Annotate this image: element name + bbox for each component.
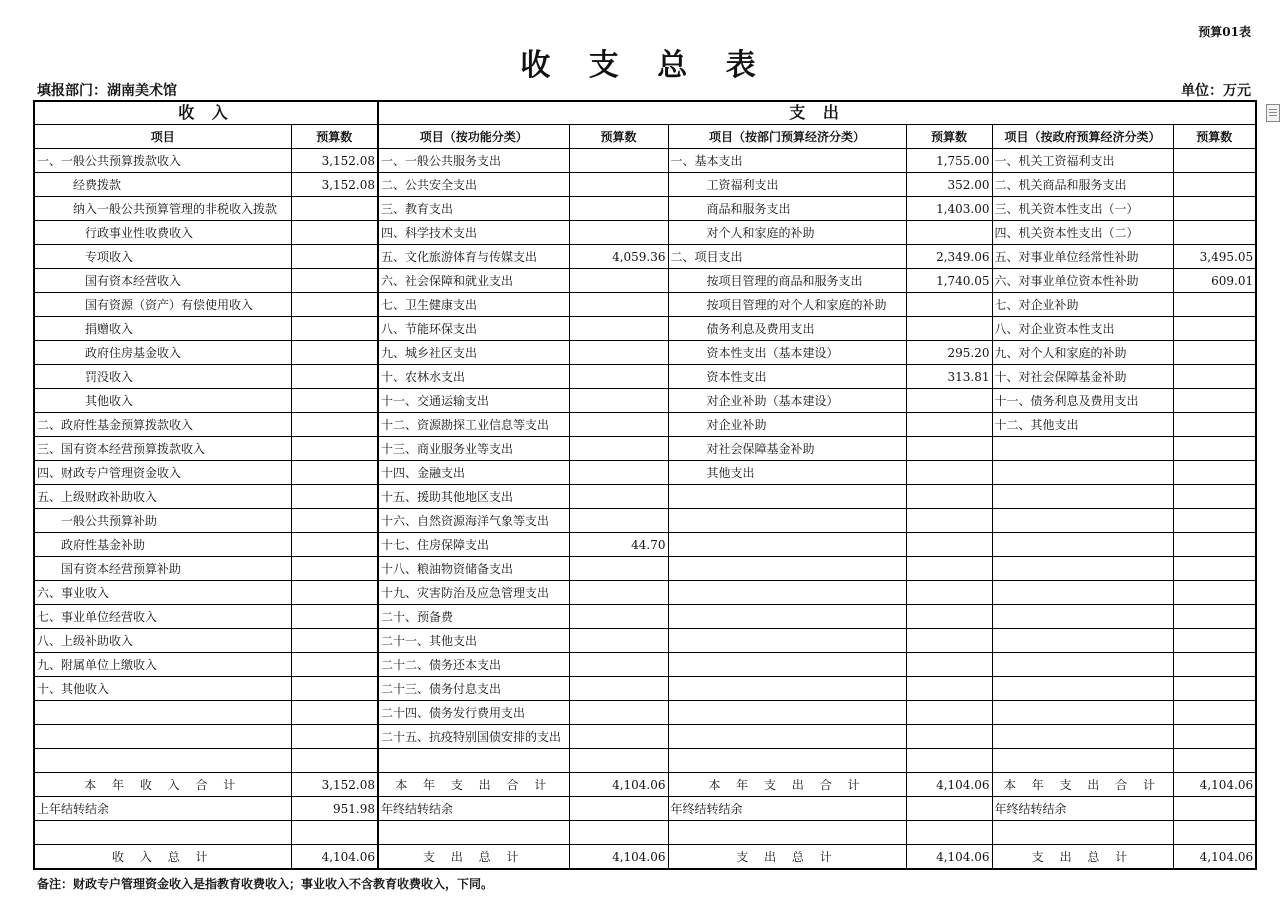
- cell-dept-econ-amount: [906, 317, 992, 341]
- cell-function-amount: [569, 701, 668, 725]
- table-row: [34, 293, 1256, 317]
- cell-gov-econ-item: [992, 437, 1173, 461]
- cell-income-item: 政府住房基金收入: [34, 341, 291, 365]
- cell-income-item: 捐赠收入: [34, 317, 291, 341]
- cell-gov-econ-amount: [1173, 461, 1256, 485]
- cell-gov-econ-amount: [1173, 749, 1256, 773]
- cell-income-amount: [291, 461, 378, 485]
- cell-function-amount: [569, 461, 668, 485]
- cell-dept-econ-amount: 1,755.00: [906, 149, 992, 173]
- cell-gov-econ-amount: [1173, 653, 1256, 677]
- cell-gov-econ-amount: [1173, 389, 1256, 413]
- table-row: [34, 413, 1256, 437]
- cell-dept-econ-item: [668, 701, 906, 725]
- cell-gov-econ-amount: [1173, 293, 1256, 317]
- cell-income-item: 专项收入: [34, 245, 291, 269]
- cell-dept-econ-amount: 4,104.06: [906, 845, 992, 870]
- cell-income-amount: [291, 557, 378, 581]
- cell-income-amount: [291, 317, 378, 341]
- cell-income-amount: [291, 197, 378, 221]
- cell-function-item: 二十一、其他支出: [378, 629, 569, 653]
- cell-function-item: [378, 749, 569, 773]
- cell-income-item: 九、附属单位上缴收入: [34, 653, 291, 677]
- cell-dept-econ-amount: [906, 605, 992, 629]
- cell-function-item: 八、节能环保支出: [378, 317, 569, 341]
- cell-income-item: 其他收入: [34, 389, 291, 413]
- cell-gov-econ-item: [992, 485, 1173, 509]
- cell-dept-econ-amount: [906, 437, 992, 461]
- cell-gov-econ-item: [992, 749, 1173, 773]
- col-header-income-item: 项目: [34, 125, 291, 149]
- form-code: 预算01表: [1198, 25, 1251, 39]
- cell-income-amount: [291, 581, 378, 605]
- cell-function-amount: [569, 365, 668, 389]
- cell-dept-econ-item: 年终结转结余: [668, 797, 906, 821]
- table-row: [34, 725, 1256, 749]
- cell-gov-econ-amount: [1173, 509, 1256, 533]
- cell-dept-econ-amount: [906, 293, 992, 317]
- cell-gov-econ-item: [992, 701, 1173, 725]
- table-row: [34, 341, 1256, 365]
- cell-gov-econ-item: 三、机关资本性支出（一）: [992, 197, 1173, 221]
- col-header-gov-econ-item: 项目（按政府预算经济分类）: [992, 125, 1173, 149]
- reporting-department: 填报部门：湖南美术馆: [37, 83, 177, 99]
- cell-gov-econ-item: 八、对企业资本性支出: [992, 317, 1173, 341]
- cell-function-amount: [569, 389, 668, 413]
- cell-gov-econ-amount: [1173, 413, 1256, 437]
- cell-dept-econ-item: 对企业补助（基本建设）: [668, 389, 906, 413]
- cell-income-item: 二、政府性基金预算拨款收入: [34, 413, 291, 437]
- table-row: [34, 365, 1256, 389]
- cell-income-item: 一、一般公共预算拨款收入: [34, 149, 291, 173]
- col-header-dept-econ-item: 项目（按部门预算经济分类）: [668, 125, 906, 149]
- table-row: [34, 653, 1256, 677]
- cell-function-amount: [569, 653, 668, 677]
- cell-dept-econ-amount: [906, 821, 992, 845]
- cell-function-item: [378, 821, 569, 845]
- cell-gov-econ-amount: [1173, 365, 1256, 389]
- cell-dept-econ-item: 按项目管理的商品和服务支出: [668, 269, 906, 293]
- cell-income-amount: 951.98: [291, 797, 378, 821]
- cell-dept-econ-amount: [906, 221, 992, 245]
- cell-function-amount: [569, 341, 668, 365]
- cell-function-item: 二十二、债务还本支出: [378, 653, 569, 677]
- cell-dept-econ-amount: [906, 701, 992, 725]
- cell-gov-econ-amount: [1173, 581, 1256, 605]
- cell-income-amount: [291, 269, 378, 293]
- cell-gov-econ-item: 一、机关工资福利支出: [992, 149, 1173, 173]
- cell-dept-econ-item: [668, 629, 906, 653]
- footnote: 备注：财政专户管理资金收入是指教育收费收入；事业收入不含教育收费收入，下同。: [37, 877, 494, 891]
- cell-gov-econ-amount: [1173, 317, 1256, 341]
- cell-function-amount: [569, 509, 668, 533]
- table-row: [34, 797, 1256, 821]
- cell-income-amount: 3,152.08: [291, 173, 378, 197]
- cell-gov-econ-item: 二、机关商品和服务支出: [992, 173, 1173, 197]
- table-row: [34, 677, 1256, 701]
- cell-function-amount: [569, 437, 668, 461]
- cell-function-amount: [569, 149, 668, 173]
- cell-function-item: 本 年 支 出 合 计: [378, 773, 569, 797]
- cell-gov-econ-item: [992, 725, 1173, 749]
- cell-dept-econ-item: 本 年 支 出 合 计: [668, 773, 906, 797]
- cell-function-amount: [569, 749, 668, 773]
- cell-income-item: 国有资本经营收入: [34, 269, 291, 293]
- cell-dept-econ-item: 支 出 总 计: [668, 845, 906, 870]
- cell-dept-econ-item: 对社会保障基金补助: [668, 437, 906, 461]
- cell-dept-econ-item: 二、项目支出: [668, 245, 906, 269]
- cell-income-amount: [291, 437, 378, 461]
- cell-dept-econ-amount: [906, 797, 992, 821]
- table-row: [34, 509, 1256, 533]
- cell-dept-econ-item: 债务利息及费用支出: [668, 317, 906, 341]
- cell-function-amount: [569, 293, 668, 317]
- cell-dept-econ-item: 其他支出: [668, 461, 906, 485]
- table-row: [34, 773, 1256, 797]
- table-row: [34, 605, 1256, 629]
- cell-function-amount: [569, 317, 668, 341]
- cell-function-amount: [569, 797, 668, 821]
- cell-function-item: 十四、金融支出: [378, 461, 569, 485]
- cell-gov-econ-amount: [1173, 797, 1256, 821]
- cell-dept-econ-amount: [906, 533, 992, 557]
- cell-function-item: 二十五、抗疫特别国债安排的支出: [378, 725, 569, 749]
- table-row: [34, 461, 1256, 485]
- cell-income-item: [34, 821, 291, 845]
- cell-income-item: 五、上级财政补助收入: [34, 485, 291, 509]
- cell-income-amount: [291, 413, 378, 437]
- cell-dept-econ-amount: [906, 413, 992, 437]
- table-row: [34, 173, 1256, 197]
- section-header-row: [34, 101, 1256, 125]
- cell-income-amount: 3,152.08: [291, 149, 378, 173]
- cell-function-amount: 4,059.36: [569, 245, 668, 269]
- cell-function-item: 十三、商业服务业等支出: [378, 437, 569, 461]
- cell-function-item: 九、城乡社区支出: [378, 341, 569, 365]
- cell-gov-econ-amount: 609.01: [1173, 269, 1256, 293]
- cell-function-item: 十、农林水支出: [378, 365, 569, 389]
- cell-dept-econ-item: [668, 581, 906, 605]
- table-row: [34, 533, 1256, 557]
- cell-dept-econ-amount: 295.20: [906, 341, 992, 365]
- cell-gov-econ-item: [992, 629, 1173, 653]
- cell-income-amount: [291, 701, 378, 725]
- cell-dept-econ-item: [668, 677, 906, 701]
- cell-function-item: 十八、粮油物资储备支出: [378, 557, 569, 581]
- cell-function-amount: [569, 269, 668, 293]
- cell-income-amount: [291, 245, 378, 269]
- cell-gov-econ-item: 九、对个人和家庭的补助: [992, 341, 1173, 365]
- cell-income-item: 三、国有资本经营预算拨款收入: [34, 437, 291, 461]
- cell-income-amount: [291, 653, 378, 677]
- table-row: [34, 821, 1256, 845]
- income-section-title: 收 入: [34, 101, 378, 125]
- cell-income-amount: [291, 365, 378, 389]
- cell-dept-econ-amount: 1,403.00: [906, 197, 992, 221]
- cell-dept-econ-item: 资本性支出: [668, 365, 906, 389]
- cell-income-item: 上年结转结余: [34, 797, 291, 821]
- cell-dept-econ-item: [668, 821, 906, 845]
- cell-function-item: 年终结转结余: [378, 797, 569, 821]
- cell-function-amount: 4,104.06: [569, 845, 668, 870]
- cell-function-amount: [569, 485, 668, 509]
- cell-income-item: [34, 725, 291, 749]
- cell-dept-econ-item: [668, 485, 906, 509]
- table-row: [34, 149, 1256, 173]
- cell-gov-econ-amount: 3,495.05: [1173, 245, 1256, 269]
- cell-gov-econ-amount: [1173, 701, 1256, 725]
- cell-gov-econ-item: 本 年 支 出 合 计: [992, 773, 1173, 797]
- col-header-gov-econ-amount: 预算数: [1173, 125, 1256, 149]
- cell-dept-econ-item: [668, 509, 906, 533]
- cell-gov-econ-item: [992, 533, 1173, 557]
- cell-income-item: 国有资本经营预算补助: [34, 557, 291, 581]
- cell-gov-econ-amount: 4,104.06: [1173, 773, 1256, 797]
- cell-dept-econ-amount: [906, 749, 992, 773]
- cell-gov-econ-amount: 4,104.06: [1173, 845, 1256, 870]
- table-row: [34, 245, 1256, 269]
- cell-dept-econ-item: 按项目管理的对个人和家庭的补助: [668, 293, 906, 317]
- cell-function-amount: [569, 557, 668, 581]
- cell-income-item: 十、其他收入: [34, 677, 291, 701]
- cell-function-amount: [569, 197, 668, 221]
- cell-dept-econ-amount: [906, 485, 992, 509]
- cell-function-item: 十一、交通运输支出: [378, 389, 569, 413]
- table-row: [34, 845, 1256, 870]
- cell-gov-econ-amount: [1173, 557, 1256, 581]
- cell-dept-econ-item: 一、基本支出: [668, 149, 906, 173]
- cell-function-item: 十六、自然资源海洋气象等支出: [378, 509, 569, 533]
- cell-income-item: 四、财政专户管理资金收入: [34, 461, 291, 485]
- cell-gov-econ-amount: [1173, 725, 1256, 749]
- budget-summary-table: [33, 100, 1257, 870]
- cell-function-amount: [569, 629, 668, 653]
- cell-income-item: 收 入 总 计: [34, 845, 291, 870]
- cell-function-amount: 44.70: [569, 533, 668, 557]
- cell-income-amount: [291, 533, 378, 557]
- cell-gov-econ-amount: [1173, 533, 1256, 557]
- cell-function-amount: [569, 821, 668, 845]
- cell-income-amount: [291, 221, 378, 245]
- cell-dept-econ-item: [668, 749, 906, 773]
- cell-function-amount: [569, 173, 668, 197]
- cell-income-item: 七、事业单位经营收入: [34, 605, 291, 629]
- cell-function-amount: [569, 677, 668, 701]
- cell-function-item: 一、一般公共服务支出: [378, 149, 569, 173]
- cell-function-amount: [569, 581, 668, 605]
- cell-function-item: 二十四、债务发行费用支出: [378, 701, 569, 725]
- expense-section-title: 支 出: [378, 101, 1256, 125]
- cell-income-item: 经费拨款: [34, 173, 291, 197]
- cell-dept-econ-amount: [906, 653, 992, 677]
- table-row: [34, 749, 1256, 773]
- cell-dept-econ-amount: [906, 557, 992, 581]
- table-row: [34, 485, 1256, 509]
- cell-income-item: 国有资源（资产）有偿使用收入: [34, 293, 291, 317]
- cell-dept-econ-amount: 352.00: [906, 173, 992, 197]
- cell-income-amount: [291, 341, 378, 365]
- cell-income-amount: 3,152.08: [291, 773, 378, 797]
- table-row: [34, 197, 1256, 221]
- cell-gov-econ-item: [992, 653, 1173, 677]
- cell-function-item: 支 出 总 计: [378, 845, 569, 870]
- cell-gov-econ-item: [992, 821, 1173, 845]
- cell-function-amount: 4,104.06: [569, 773, 668, 797]
- cell-function-item: 二十、预备费: [378, 605, 569, 629]
- cell-income-item: 政府性基金补助: [34, 533, 291, 557]
- cell-function-item: 十七、住房保障支出: [378, 533, 569, 557]
- cell-dept-econ-item: 对企业补助: [668, 413, 906, 437]
- cell-gov-econ-amount: [1173, 221, 1256, 245]
- cell-gov-econ-item: 七、对企业补助: [992, 293, 1173, 317]
- cell-dept-econ-amount: 1,740.05: [906, 269, 992, 293]
- table-row: [34, 581, 1256, 605]
- cell-gov-econ-item: [992, 581, 1173, 605]
- cell-dept-econ-item: 工资福利支出: [668, 173, 906, 197]
- cell-gov-econ-amount: [1173, 677, 1256, 701]
- cell-gov-econ-amount: [1173, 149, 1256, 173]
- cell-dept-econ-amount: 4,104.06: [906, 773, 992, 797]
- cell-income-item: 八、上级补助收入: [34, 629, 291, 653]
- cell-function-item: 六、社会保障和就业支出: [378, 269, 569, 293]
- cell-income-amount: [291, 725, 378, 749]
- cell-gov-econ-amount: [1173, 605, 1256, 629]
- col-header-function-amount: 预算数: [569, 125, 668, 149]
- cell-income-item: 本 年 收 入 合 计: [34, 773, 291, 797]
- cell-gov-econ-item: 五、对事业单位经常性补助: [992, 245, 1173, 269]
- cell-income-amount: [291, 677, 378, 701]
- cell-gov-econ-item: [992, 557, 1173, 581]
- cell-gov-econ-amount: [1173, 821, 1256, 845]
- table-row: [34, 269, 1256, 293]
- cell-dept-econ-amount: [906, 389, 992, 413]
- cell-dept-econ-amount: [906, 461, 992, 485]
- col-header-dept-econ-amount: 预算数: [906, 125, 992, 149]
- column-header-row: [34, 125, 1256, 149]
- cell-gov-econ-item: [992, 509, 1173, 533]
- cell-gov-econ-amount: [1173, 629, 1256, 653]
- cell-function-amount: [569, 221, 668, 245]
- cell-gov-econ-item: [992, 461, 1173, 485]
- cell-income-item: [34, 749, 291, 773]
- cell-income-amount: [291, 821, 378, 845]
- cell-income-amount: 4,104.06: [291, 845, 378, 870]
- cell-function-item: 十二、资源勘探工业信息等支出: [378, 413, 569, 437]
- cell-income-item: [34, 701, 291, 725]
- cell-gov-econ-amount: [1173, 341, 1256, 365]
- col-header-income-amount: 预算数: [291, 125, 378, 149]
- cell-function-item: 二十三、债务付息支出: [378, 677, 569, 701]
- cell-gov-econ-item: [992, 605, 1173, 629]
- cell-gov-econ-amount: [1173, 173, 1256, 197]
- cell-dept-econ-item: [668, 533, 906, 557]
- cell-income-item: 罚没收入: [34, 365, 291, 389]
- cell-dept-econ-amount: [906, 725, 992, 749]
- table-row: [34, 557, 1256, 581]
- cell-dept-econ-item: [668, 605, 906, 629]
- cell-income-item: 六、事业收入: [34, 581, 291, 605]
- cell-income-item: 纳入一般公共预算管理的非税收入拨款: [34, 197, 291, 221]
- cell-dept-econ-amount: [906, 629, 992, 653]
- cell-function-amount: [569, 605, 668, 629]
- cell-gov-econ-amount: [1173, 485, 1256, 509]
- cell-function-item: 二、公共安全支出: [378, 173, 569, 197]
- cell-gov-econ-amount: [1173, 197, 1256, 221]
- cell-dept-econ-item: 对个人和家庭的补助: [668, 221, 906, 245]
- cell-function-item: 三、教育支出: [378, 197, 569, 221]
- page-title: 收 支 总 表: [520, 48, 770, 83]
- cell-dept-econ-amount: 313.81: [906, 365, 992, 389]
- table-row: [34, 221, 1256, 245]
- cell-dept-econ-item: [668, 653, 906, 677]
- cell-function-item: 四、科学技术支出: [378, 221, 569, 245]
- cell-function-item: 十九、灾害防治及应急管理支出: [378, 581, 569, 605]
- table-row: [34, 701, 1256, 725]
- cell-function-amount: [569, 725, 668, 749]
- cell-function-item: 七、卫生健康支出: [378, 293, 569, 317]
- cell-gov-econ-item: [992, 677, 1173, 701]
- cell-gov-econ-item: 十一、债务利息及费用支出: [992, 389, 1173, 413]
- cell-income-item: 一般公共预算补助: [34, 509, 291, 533]
- cell-dept-econ-item: [668, 557, 906, 581]
- cell-gov-econ-item: 六、对事业单位资本性补助: [992, 269, 1173, 293]
- cell-income-amount: [291, 605, 378, 629]
- cell-gov-econ-item: 十、对社会保障基金补助: [992, 365, 1173, 389]
- cell-gov-econ-amount: [1173, 437, 1256, 461]
- cell-dept-econ-item: 资本性支出（基本建设）: [668, 341, 906, 365]
- cell-gov-econ-item: 支 出 总 计: [992, 845, 1173, 870]
- cell-dept-econ-amount: [906, 677, 992, 701]
- cell-gov-econ-item: 十二、其他支出: [992, 413, 1173, 437]
- cell-function-item: 五、文化旅游体育与传媒支出: [378, 245, 569, 269]
- cell-gov-econ-item: 四、机关资本性支出（二）: [992, 221, 1173, 245]
- cell-function-item: 十五、援助其他地区支出: [378, 485, 569, 509]
- calculator-icon[interactable]: [1266, 104, 1280, 122]
- cell-dept-econ-amount: [906, 581, 992, 605]
- cell-income-amount: [291, 485, 378, 509]
- table-row: [34, 389, 1256, 413]
- unit-label: 单位：万元: [1181, 83, 1251, 99]
- table-row: [34, 317, 1256, 341]
- cell-dept-econ-amount: [906, 509, 992, 533]
- cell-income-amount: [291, 749, 378, 773]
- table-row: [34, 437, 1256, 461]
- cell-income-amount: [291, 293, 378, 317]
- table-row: [34, 629, 1256, 653]
- cell-income-amount: [291, 389, 378, 413]
- cell-income-amount: [291, 629, 378, 653]
- cell-gov-econ-item: 年终结转结余: [992, 797, 1173, 821]
- cell-income-amount: [291, 509, 378, 533]
- cell-dept-econ-item: [668, 725, 906, 749]
- cell-dept-econ-amount: 2,349.06: [906, 245, 992, 269]
- cell-dept-econ-item: 商品和服务支出: [668, 197, 906, 221]
- cell-income-item: 行政事业性收费收入: [34, 221, 291, 245]
- col-header-function-item: 项目（按功能分类）: [378, 125, 569, 149]
- cell-function-amount: [569, 413, 668, 437]
